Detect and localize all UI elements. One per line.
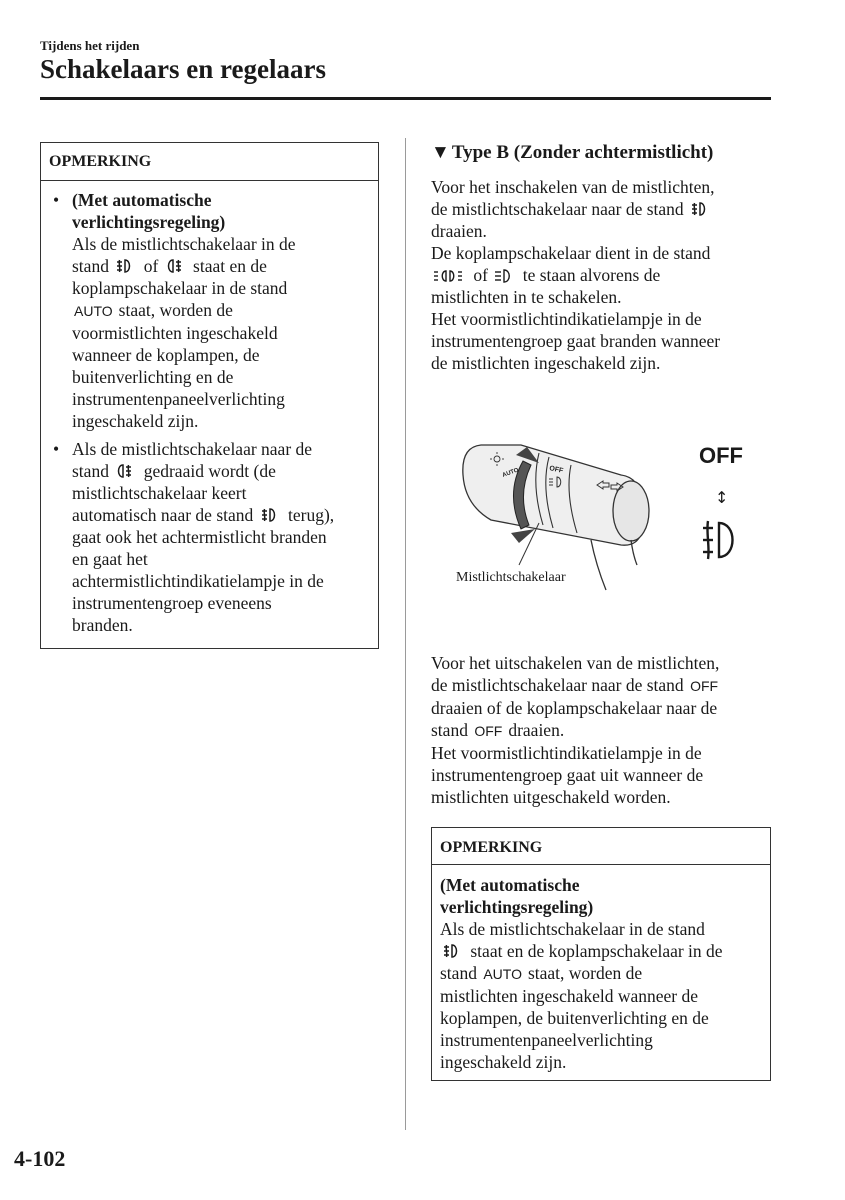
page-number: 4-102 bbox=[14, 1146, 66, 1171]
paragraph-fog-off bbox=[431, 652, 776, 808]
note-box-left bbox=[40, 142, 379, 649]
front-fog-icon bbox=[260, 506, 278, 524]
headlight-icon bbox=[494, 268, 512, 284]
list-item bbox=[49, 438, 370, 636]
note-line: instrumentenpaneelverlichting bbox=[440, 1030, 653, 1050]
figure-caption: Mistlichtschakelaar bbox=[456, 570, 566, 585]
type-b-heading bbox=[431, 142, 713, 164]
rear-fog-icon bbox=[115, 462, 133, 480]
text: de mistlichtschakelaar naar de stand bbox=[431, 199, 684, 219]
figure-updown-arrow: ↕ bbox=[715, 488, 729, 507]
text-line: instrumentengroep gaat branden wanneer bbox=[431, 331, 721, 351]
note-line: mistlichtschakelaar keert bbox=[72, 483, 247, 503]
text-line: De koplampschakelaar dient in de stand bbox=[431, 243, 711, 263]
note-line-with-mode bbox=[72, 299, 370, 322]
title-rule bbox=[40, 97, 771, 100]
note-line: en gaat het bbox=[72, 549, 148, 569]
list-item bbox=[49, 189, 370, 432]
note-line: koplampen, de buitenverlichting en de bbox=[440, 1008, 709, 1028]
front-fog-icon bbox=[690, 200, 708, 218]
front-fog-icon bbox=[442, 942, 460, 960]
column-divider bbox=[405, 138, 406, 1130]
auto-mode-label: AUTO bbox=[483, 966, 522, 982]
note-line: buitenverlichting en de bbox=[72, 367, 234, 387]
text-line: draaien. bbox=[431, 221, 487, 241]
text-line-with-icons bbox=[431, 264, 776, 286]
note-text: staat en de bbox=[193, 256, 267, 276]
note-line-with-icon bbox=[440, 940, 762, 962]
note-text: stand bbox=[72, 256, 109, 276]
bullet-mark: • bbox=[53, 439, 60, 459]
auto-mode-label: AUTO bbox=[74, 303, 113, 319]
note-text: staat en de koplampschakelaar in de bbox=[470, 941, 723, 961]
note-bold-line: verlichtingsregeling) bbox=[440, 897, 594, 917]
note-line: Als de mistlichtschakelaar in de bbox=[72, 234, 296, 254]
triangle-marker-icon: ▼ bbox=[431, 142, 450, 163]
type-b-heading-text: Type B (Zonder achtermistlicht) bbox=[451, 142, 714, 163]
note-heading: OPMERKING bbox=[41, 143, 378, 181]
note-text: staat, worden de bbox=[118, 300, 233, 320]
text-line: de mistlichten ingeschakeld zijn. bbox=[431, 353, 661, 373]
text: te staan alvorens de bbox=[522, 265, 661, 285]
text: draaien. bbox=[508, 720, 565, 740]
section-label: Tijdens het rijden bbox=[40, 38, 140, 53]
note-line: ingeschakeld zijn. bbox=[72, 411, 199, 431]
note-line: Als de mistlichtschakelaar in de stand bbox=[440, 919, 705, 939]
note-line-with-icons bbox=[72, 255, 370, 277]
note-box-right bbox=[431, 827, 771, 1081]
note-line: achtermistlichtindikatielampje in de bbox=[72, 571, 324, 591]
note-line: koplampschakelaar in de stand bbox=[72, 278, 288, 298]
note-bold-line: (Met automatische bbox=[440, 875, 580, 895]
note-bullet-list bbox=[49, 189, 370, 636]
rear-fog-icon bbox=[165, 257, 183, 275]
off-mode-label: OFF bbox=[474, 723, 503, 739]
text-line: draaien of de koplampschakelaar naar de bbox=[431, 698, 718, 718]
note-text: terug), bbox=[288, 505, 335, 525]
note-line-with-icons bbox=[72, 504, 370, 526]
front-fog-icon bbox=[703, 521, 733, 559]
text-line: Voor het inschakelen van de mistlichten, bbox=[431, 177, 715, 197]
note-bold-line: verlichtingsregeling) bbox=[72, 212, 226, 232]
note-line: instrumentengroep eveneens bbox=[72, 593, 272, 613]
note-line: instrumentenpaneelverlichting bbox=[72, 389, 285, 409]
note-text: of bbox=[143, 256, 159, 276]
text-line: Voor het uitschakelen van de mistlichten, bbox=[431, 653, 720, 673]
text: stand bbox=[431, 720, 468, 740]
text: of bbox=[473, 265, 488, 285]
note-line: gaat ook het achtermistlicht branden bbox=[72, 527, 327, 547]
note-line-with-mode bbox=[440, 962, 762, 985]
note-line: Als de mistlichtschakelaar naar de bbox=[72, 439, 313, 459]
note-line-with-icons bbox=[72, 460, 370, 482]
text-line: Het voormistlichtindikatielampje in de bbox=[431, 309, 702, 329]
stalk-auto-label: AUTO bbox=[501, 467, 520, 479]
stalk-off-label: OFF bbox=[548, 465, 564, 475]
note-line: mistlichten ingeschakeld wanneer de bbox=[440, 986, 699, 1006]
text-line: instrumentengroep gaat uit wanneer de bbox=[431, 765, 704, 785]
note-line: ingeschakeld zijn. bbox=[440, 1052, 567, 1072]
text-line-with-mode bbox=[431, 719, 776, 742]
text-line: Het voormistlichtindikatielampje in de bbox=[431, 743, 702, 763]
note-line: wanneer de koplampen, de bbox=[72, 345, 260, 365]
bullet-mark: • bbox=[53, 190, 60, 210]
note-text: automatisch naar de stand bbox=[72, 505, 254, 525]
off-mode-label: OFF bbox=[690, 678, 719, 694]
note-bold-line: (Met automatische bbox=[72, 190, 212, 210]
note-line: voormistlichten ingeschakeld bbox=[72, 323, 278, 343]
note-text: stand bbox=[440, 963, 477, 983]
note-line: branden. bbox=[72, 615, 133, 635]
page-title: Schakelaars en regelaars bbox=[40, 54, 326, 84]
text-line: mistlichten in te schakelen. bbox=[431, 287, 622, 307]
text-line-with-icon bbox=[431, 198, 776, 220]
parking-light-icon bbox=[433, 268, 463, 284]
text-line: mistlichten uitgeschakeld worden. bbox=[431, 787, 671, 807]
text: de mistlichtschakelaar naar de stand bbox=[431, 675, 684, 695]
figure-off-label: OFF bbox=[699, 443, 743, 468]
text-line-with-mode bbox=[431, 674, 776, 697]
note-text: gedraaid wordt (de bbox=[143, 461, 276, 481]
front-fog-icon bbox=[115, 257, 133, 275]
paragraph-fog-on bbox=[431, 176, 776, 374]
note-text: staat, worden de bbox=[527, 963, 643, 983]
note-heading: OPMERKING bbox=[432, 828, 770, 865]
note-text: stand bbox=[72, 461, 109, 481]
